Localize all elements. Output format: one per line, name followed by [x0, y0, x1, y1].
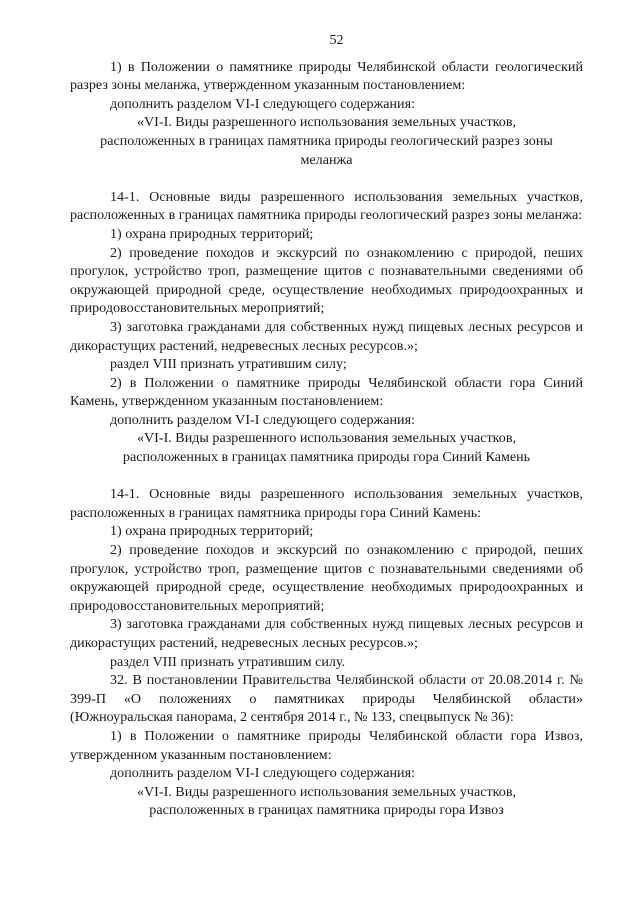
paragraph-clause: 14-1. Основные виды разрешенного использования земельных участков, расположенных в границах памятника природы геологический разрез зоны меланжа:	[70, 188, 583, 224]
section-heading-line: «VI-I. Виды разрешенного использования земельных участков,	[136, 114, 517, 131]
page-number: 52	[329, 32, 344, 48]
paragraph-supplement: дополнить разделом VI-I следующего содержания:	[110, 411, 415, 428]
spacer	[70, 169, 583, 188]
section-heading-line: «VI-I. Виды разрешенного использования земельных участков,	[136, 430, 517, 447]
section-heading-line: «VI-I. Виды разрешенного использования земельных участков,	[136, 783, 517, 800]
paragraph-supplement: дополнить разделом VI-I следующего содержания:	[110, 95, 415, 112]
section-heading-line: расположенных в границах памятника природы гора Синий Камень	[122, 449, 531, 466]
list-item: 2) проведение походов и экскурсий по ознакомлению с природой, пеших прогулок, устройство троп, размещение щитов с познавательными сведениями об окружающей природной среде, осуществление необходимых природоохранных и природовосстановительных мероприятий;	[70, 542, 583, 614]
spacer	[70, 467, 583, 486]
paragraph-repeal: раздел VIII признать утратившим силу.	[110, 653, 346, 670]
section-heading-line: меланжа	[300, 151, 353, 168]
list-item: 1) охрана природных территорий;	[110, 523, 314, 540]
paragraph-supplement: дополнить разделом VI-I следующего содержания:	[110, 765, 415, 782]
section-heading-line: расположенных в границах памятника природы гора Извоз	[149, 802, 504, 819]
paragraph-item-1: 1) в Положении о памятнике природы Челябинской области геологический разрез зоны меланжа, утвержденном указанным постановлением:	[70, 58, 583, 94]
list-item: 1) охрана природных территорий;	[110, 225, 314, 242]
list-item: 2) проведение походов и экскурсий по ознакомлению с природой, пеших прогулок, устройство троп, размещение щитов с познавательными сведениями об окружающей природной среде, осуществление необходимых природоохранных и природовосстановительных мероприятий;	[70, 244, 583, 317]
paragraph-item-32: 32. В постановлении Правительства Челябинской области от 20.08.2014 г. № 399-П «О положениях о памятниках природы Челябинской области» (Южноуральская панорама, 2 сентября 2014 г., № 133, спецвыпуск № 36):	[70, 672, 583, 726]
paragraph-clause: 14-1. Основные виды разрешенного использования земельных участков, расположенных в границах памятника природы гора Синий Камень:	[70, 486, 583, 521]
paragraph-item-2: 2) в Положении о памятнике природы Челябинской области гора Синий Камень, утвержденном указанным постановлением:	[70, 374, 583, 410]
list-item: 3) заготовка гражданами для собственных нужд пищевых лесных ресурсов и дикорастущих растений, недревесных лесных ресурсов.»;	[70, 616, 583, 651]
section-heading-line: расположенных в границах памятника природы геологический разрез зоны	[100, 132, 553, 149]
paragraph-item-1: 1) в Положении о памятнике природы Челябинской области гора Извоз, утвержденном указанным постановлением:	[70, 727, 583, 763]
paragraph-repeal: раздел VIII признать утратившим силу;	[110, 356, 347, 373]
list-item: 3) заготовка гражданами для собственных нужд пищевых лесных ресурсов и дикорастущих растений, недревесных лесных ресурсов.»;	[70, 318, 583, 354]
